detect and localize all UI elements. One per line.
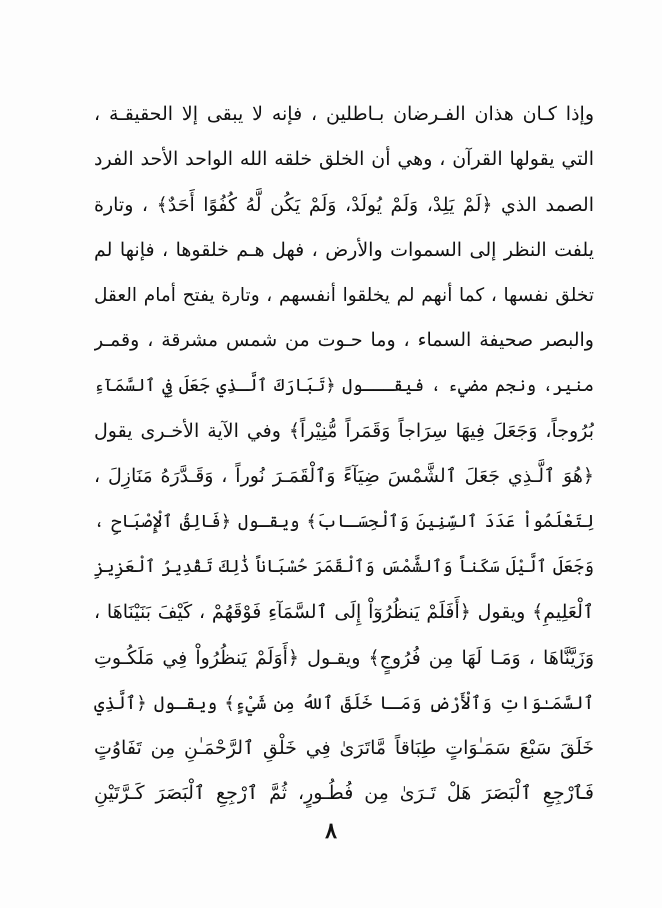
- body-text: [94, 92, 594, 817]
- text-line: تخلق نفسها ، كما أنهم لم يخلقوا أنفسهم ، وتارة يفتح أمام العقل: [94, 285, 594, 307]
- text-line: ﴿هُوَ ٱلَّـذِي جَعَلَ ٱلشَّمْسَ ضِيَآءً وَٱلْقَمَـرَ نُوراً ، وَقَـدَّرَهُ مَنَازِلَ ،: [94, 465, 594, 488]
- text-line: وَجَعَلَ ٱلَّيْلَ سَكَناً وَٱلشَّمْسَ وَٱلْقَمَرَ حُسْبَاناً ذَٰلِكَ تَقْدِيرُ ٱلْعَزِيزِ: [94, 556, 594, 577]
- page-number: ٨: [325, 818, 337, 844]
- text-line: بُرُوجاً، وَجَعَلَ فِيهَا سِرَاجاً وَقَمَراً مُّنِيْراً﴾ وفي الآية الأخـرى يقول: [94, 420, 594, 443]
- text-line: وَزَيَّنَّاهَا ، وَمَـا لَهَا مِن فُرُوجٍ﴾ ويقـول ﴿أَوَلَمْ يَنظُرُواْ فِي مَلَكُـوتِ: [94, 646, 594, 669]
- text-line: والبصر صحيفة السماء ، وما حـوت من شمس مشرقة ، وقمـر: [94, 329, 594, 352]
- text-line: يلفت النظر إلى السموات والأرض ، فهل هـم خلقوها ، فإنها لم: [94, 238, 594, 261]
- text-line: خَلَقَ سَبْعَ سَمَـٰوَاتٍ طِبَاقاً مَّاتَرَىٰ فِي خَلْقِ ٱلرَّحْمَـٰنِ مِن تَفَاوُتٍ: [94, 737, 594, 760]
- text-line: فَٱرْجِعِ ٱلْبَصَرَ هَلْ تَـرَىٰ مِن فُطُـورٍ، ثُمَّ ٱرْجِعِ ٱلْبَصَرَ كَـرَّتَيْنِ: [94, 782, 594, 805]
- text-line: لِتَعْلَمُواْ عَدَدَ ٱلسِّنِينَ وَٱلْحِسَـابَ﴾ ويقـول ﴿فَالِقُ ٱلْإِصْبَاحِ ،: [94, 511, 594, 532]
- text-line: منير، ونجم مضيء ، فيقـــول ﴿تَبَارَكَ ٱلَّـذِي جَعَلَ فِي ٱلسَّمَآءِ: [94, 375, 594, 396]
- text-line: وإذا كـان هذان الفـرضان بـاطلين ، فإنه لا يبقى إلا الحقيقـة ،: [94, 103, 594, 125]
- text-line: ٱلْعَلِيمِ﴾ ويقول ﴿أَفَلَمْ يَنظُرُوٓاْ إِلَى ٱلسَّمَآءِ فَوْقَهُمْ ، كَيْفَ بَنَيْنَاهَا ،: [94, 601, 594, 624]
- text-line: التي يقولها القرآن ، وهي أن الخلق خلقه الله الواحد الأحد الفرد: [94, 148, 594, 171]
- text-line: ٱلسَّمَـٰوَاتِ وَٱلْأَرْضِ وَمَـا خَلَقَ ٱللهُ مِن شَيْءٍ﴾ ويقـول ﴿ٱلَّذِي: [94, 692, 594, 714]
- text-line: الصمد الذي ﴿لَمْ يَلِدْ، وَلَمْ يُولَدْ، وَلَمْ يَكُن لَّهُ كُفُوًا أَحَدٌ﴾ ، وتارة: [94, 193, 594, 216]
